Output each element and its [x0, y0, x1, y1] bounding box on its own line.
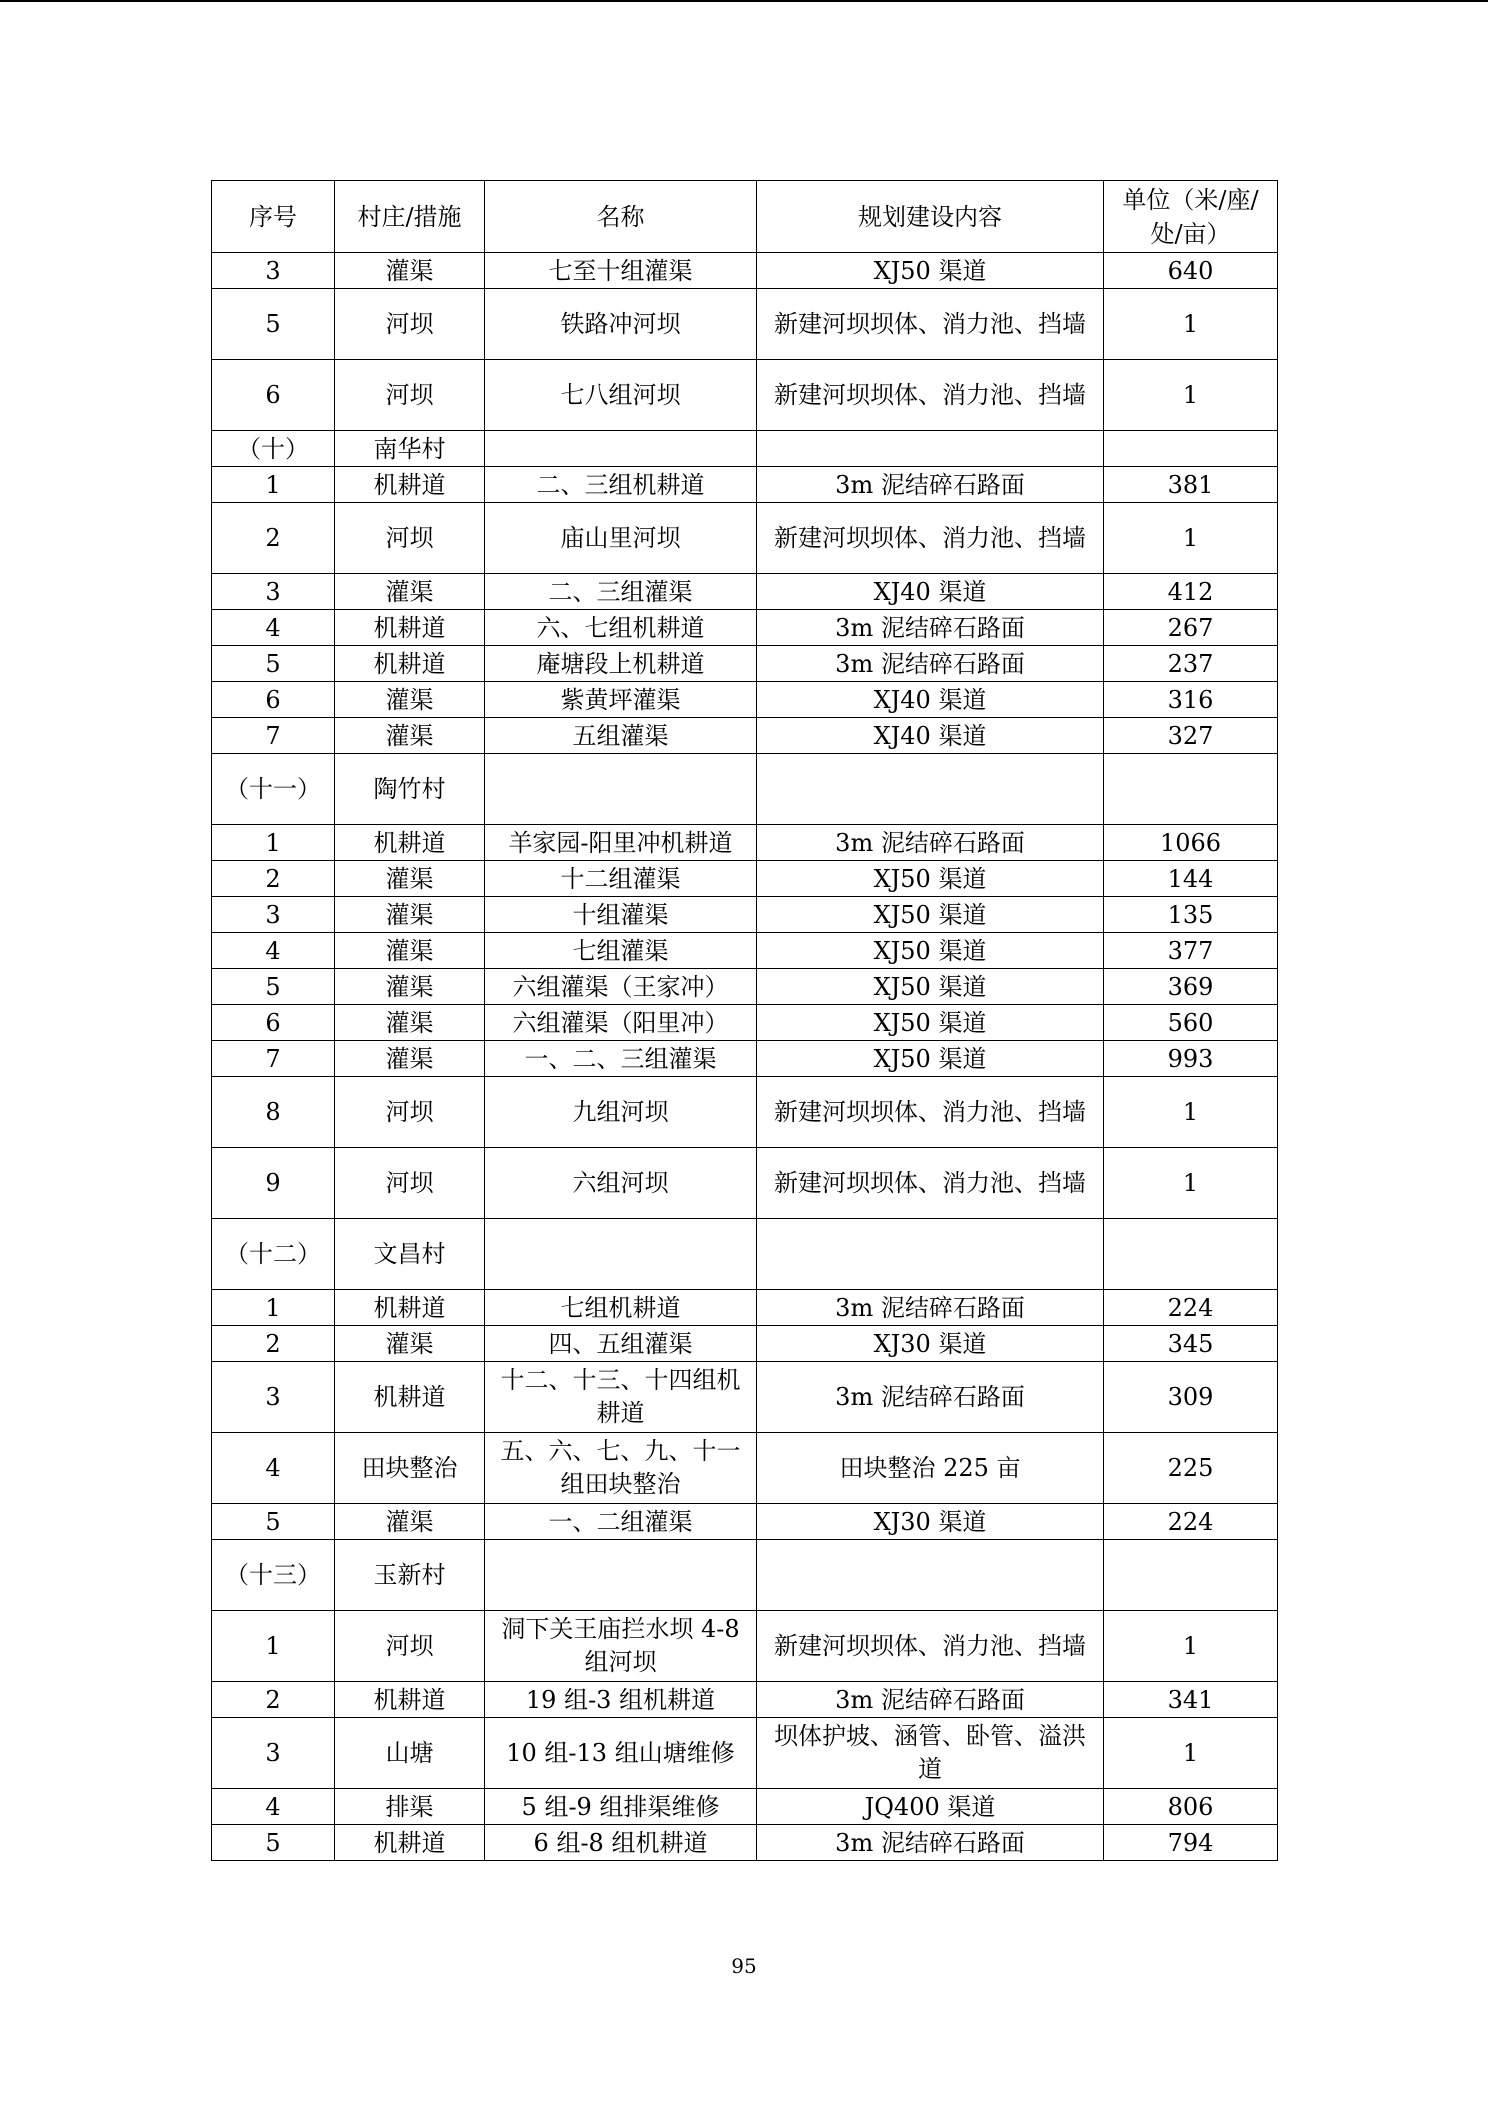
- cell-index: 4: [212, 933, 335, 969]
- cell-village: 机耕道: [335, 1825, 485, 1861]
- cell-content: 新建河坝坝体、消力池、挡墙: [757, 503, 1104, 574]
- cell-unit: 316: [1104, 682, 1278, 718]
- cell-index: 1: [212, 467, 335, 503]
- cell-content: XJ50 渠道: [757, 897, 1104, 933]
- cell-index: 5: [212, 289, 335, 360]
- cell-village: 河坝: [335, 289, 485, 360]
- cell-unit: 560: [1104, 1005, 1278, 1041]
- table-row: [212, 1718, 1278, 1789]
- table-row: [212, 503, 1278, 574]
- cell-unit: 309: [1104, 1362, 1278, 1433]
- cell-unit: 224: [1104, 1504, 1278, 1540]
- table-row: [212, 1077, 1278, 1148]
- planning-table: [211, 180, 1278, 1861]
- cell-name: 五、六、七、九、十一组田块整治: [485, 1433, 757, 1504]
- cell-name: 九组河坝: [485, 1077, 757, 1148]
- cell-index: 5: [212, 969, 335, 1005]
- cell-village: 灌渠: [335, 1005, 485, 1041]
- cell-unit: 1066: [1104, 825, 1278, 861]
- cell-unit: 144: [1104, 861, 1278, 897]
- cell-unit: 267: [1104, 610, 1278, 646]
- table-row: [212, 1540, 1278, 1611]
- cell-index: 2: [212, 503, 335, 574]
- cell-village: 机耕道: [335, 825, 485, 861]
- cell-unit: 1: [1104, 1718, 1278, 1789]
- cell-index: 3: [212, 897, 335, 933]
- cell-unit: 135: [1104, 897, 1278, 933]
- cell-village: 灌渠: [335, 861, 485, 897]
- cell-village: 玉新村: [335, 1540, 485, 1611]
- table-row: [212, 1041, 1278, 1077]
- cell-content: 3m 泥结碎石路面: [757, 610, 1104, 646]
- cell-name: 五组灌渠: [485, 718, 757, 754]
- header-index: 序号: [212, 181, 335, 253]
- table-row: [212, 610, 1278, 646]
- cell-index: 7: [212, 1041, 335, 1077]
- cell-unit: 369: [1104, 969, 1278, 1005]
- cell-name: 七组机耕道: [485, 1290, 757, 1326]
- cell-content: JQ400 渠道: [757, 1789, 1104, 1825]
- cell-name: 十二组灌渠: [485, 861, 757, 897]
- cell-name: [485, 754, 757, 825]
- cell-index: 5: [212, 1825, 335, 1861]
- cell-unit: 237: [1104, 646, 1278, 682]
- cell-village: 灌渠: [335, 1326, 485, 1362]
- cell-index: 3: [212, 574, 335, 610]
- table-row: [212, 360, 1278, 431]
- cell-index: 3: [212, 1362, 335, 1433]
- cell-name: 庵塘段上机耕道: [485, 646, 757, 682]
- table-row: [212, 718, 1278, 754]
- header-village: 村庄/措施: [335, 181, 485, 253]
- cell-village: 灌渠: [335, 897, 485, 933]
- header-unit: 单位（米/座/处/亩）: [1104, 181, 1278, 253]
- cell-content: XJ50 渠道: [757, 861, 1104, 897]
- cell-village: 河坝: [335, 503, 485, 574]
- cell-index: 1: [212, 1611, 335, 1682]
- table-row: [212, 1219, 1278, 1290]
- cell-index: 4: [212, 1789, 335, 1825]
- cell-content: XJ50 渠道: [757, 969, 1104, 1005]
- cell-village: 灌渠: [335, 933, 485, 969]
- cell-name: 紫黄坪灌渠: [485, 682, 757, 718]
- table-row: [212, 1789, 1278, 1825]
- cell-index: 9: [212, 1148, 335, 1219]
- cell-index: （十一）: [212, 754, 335, 825]
- cell-unit: 345: [1104, 1326, 1278, 1362]
- cell-village: 排渠: [335, 1789, 485, 1825]
- cell-index: 6: [212, 360, 335, 431]
- cell-name: 六组河坝: [485, 1148, 757, 1219]
- cell-unit: [1104, 1219, 1278, 1290]
- table-row: [212, 825, 1278, 861]
- table-row: [212, 467, 1278, 503]
- cell-content: XJ50 渠道: [757, 1041, 1104, 1077]
- table-row: [212, 969, 1278, 1005]
- cell-index: 5: [212, 646, 335, 682]
- cell-content: XJ40 渠道: [757, 718, 1104, 754]
- cell-village: 灌渠: [335, 574, 485, 610]
- cell-village: 河坝: [335, 1077, 485, 1148]
- cell-unit: 412: [1104, 574, 1278, 610]
- table-row: [212, 897, 1278, 933]
- table-row: [212, 1290, 1278, 1326]
- cell-unit: [1104, 1540, 1278, 1611]
- cell-unit: 1: [1104, 1148, 1278, 1219]
- cell-content: 3m 泥结碎石路面: [757, 1290, 1104, 1326]
- cell-name: 六组灌渠（王家冲）: [485, 969, 757, 1005]
- cell-index: 5: [212, 1504, 335, 1540]
- cell-index: 6: [212, 682, 335, 718]
- cell-content: 坝体护坡、涵管、卧管、溢洪道: [757, 1718, 1104, 1789]
- cell-unit: 1: [1104, 1077, 1278, 1148]
- cell-village: 河坝: [335, 1611, 485, 1682]
- cell-index: 3: [212, 253, 335, 289]
- cell-content: 3m 泥结碎石路面: [757, 1825, 1104, 1861]
- cell-village: 机耕道: [335, 646, 485, 682]
- cell-village: 机耕道: [335, 610, 485, 646]
- cell-name: 十组灌渠: [485, 897, 757, 933]
- cell-name: 铁路冲河坝: [485, 289, 757, 360]
- cell-name: 六、七组机耕道: [485, 610, 757, 646]
- cell-content: 3m 泥结碎石路面: [757, 825, 1104, 861]
- cell-content: 田块整治 225 亩: [757, 1433, 1104, 1504]
- cell-index: （十）: [212, 431, 335, 467]
- cell-village: 陶竹村: [335, 754, 485, 825]
- cell-content: XJ30 渠道: [757, 1504, 1104, 1540]
- cell-index: （十二）: [212, 1219, 335, 1290]
- cell-index: 2: [212, 1326, 335, 1362]
- cell-village: 山塘: [335, 1718, 485, 1789]
- table-row: [212, 1005, 1278, 1041]
- cell-content: [757, 1219, 1104, 1290]
- cell-content: 3m 泥结碎石路面: [757, 646, 1104, 682]
- cell-unit: 806: [1104, 1789, 1278, 1825]
- cell-index: 2: [212, 1682, 335, 1718]
- cell-content: XJ50 渠道: [757, 933, 1104, 969]
- cell-content: 3m 泥结碎石路面: [757, 1682, 1104, 1718]
- cell-content: 新建河坝坝体、消力池、挡墙: [757, 1148, 1104, 1219]
- cell-unit: 224: [1104, 1290, 1278, 1326]
- cell-name: [485, 431, 757, 467]
- cell-name: 洞下关王庙拦水坝 4-8 组河坝: [485, 1611, 757, 1682]
- cell-unit: 377: [1104, 933, 1278, 969]
- table-row: [212, 431, 1278, 467]
- cell-unit: [1104, 431, 1278, 467]
- cell-index: 4: [212, 610, 335, 646]
- cell-index: 4: [212, 1433, 335, 1504]
- cell-name: 一、二、三组灌渠: [485, 1041, 757, 1077]
- cell-village: 机耕道: [335, 1362, 485, 1433]
- table-row: [212, 754, 1278, 825]
- cell-unit: 225: [1104, 1433, 1278, 1504]
- cell-name: 羊家园-阳里冲机耕道: [485, 825, 757, 861]
- cell-name: 四、五组灌渠: [485, 1326, 757, 1362]
- cell-unit: 993: [1104, 1041, 1278, 1077]
- cell-name: [485, 1540, 757, 1611]
- cell-village: 田块整治: [335, 1433, 485, 1504]
- table-row: [212, 682, 1278, 718]
- top-border-line: [0, 0, 1488, 2]
- cell-index: （十三）: [212, 1540, 335, 1611]
- cell-name: 5 组-9 组排渠维修: [485, 1789, 757, 1825]
- table-row: [212, 253, 1278, 289]
- cell-name: 一、二组灌渠: [485, 1504, 757, 1540]
- table-row: [212, 1433, 1278, 1504]
- cell-village: 南华村: [335, 431, 485, 467]
- cell-index: 8: [212, 1077, 335, 1148]
- cell-content: 3m 泥结碎石路面: [757, 467, 1104, 503]
- cell-unit: 1: [1104, 1611, 1278, 1682]
- table-row: [212, 1504, 1278, 1540]
- cell-village: 灌渠: [335, 718, 485, 754]
- cell-unit: [1104, 754, 1278, 825]
- table-row: [212, 1148, 1278, 1219]
- header-content: 规划建设内容: [757, 181, 1104, 253]
- table-row: [212, 1362, 1278, 1433]
- table-row: [212, 574, 1278, 610]
- cell-name: 10 组-13 组山塘维修: [485, 1718, 757, 1789]
- cell-village: 灌渠: [335, 1504, 485, 1540]
- cell-village: 河坝: [335, 1148, 485, 1219]
- cell-village: 机耕道: [335, 467, 485, 503]
- cell-name: 七组灌渠: [485, 933, 757, 969]
- cell-unit: 327: [1104, 718, 1278, 754]
- cell-name: 七至十组灌渠: [485, 253, 757, 289]
- cell-village: 文昌村: [335, 1219, 485, 1290]
- cell-content: 新建河坝坝体、消力池、挡墙: [757, 360, 1104, 431]
- cell-name: 19 组-3 组机耕道: [485, 1682, 757, 1718]
- cell-village: 灌渠: [335, 1041, 485, 1077]
- table-header-row: [212, 181, 1278, 253]
- cell-index: 1: [212, 1290, 335, 1326]
- cell-content: XJ50 渠道: [757, 253, 1104, 289]
- cell-content: 新建河坝坝体、消力池、挡墙: [757, 289, 1104, 360]
- cell-name: 七八组河坝: [485, 360, 757, 431]
- cell-unit: 1: [1104, 503, 1278, 574]
- cell-index: 3: [212, 1718, 335, 1789]
- cell-unit: 794: [1104, 1825, 1278, 1861]
- cell-unit: 640: [1104, 253, 1278, 289]
- cell-content: 新建河坝坝体、消力池、挡墙: [757, 1077, 1104, 1148]
- table-row: [212, 646, 1278, 682]
- cell-village: 灌渠: [335, 969, 485, 1005]
- cell-village: 灌渠: [335, 253, 485, 289]
- cell-name: 二、三组灌渠: [485, 574, 757, 610]
- table-row: [212, 1611, 1278, 1682]
- cell-index: 6: [212, 1005, 335, 1041]
- table-row: [212, 1682, 1278, 1718]
- cell-name: [485, 1219, 757, 1290]
- table-row: [212, 1825, 1278, 1861]
- cell-content: XJ40 渠道: [757, 682, 1104, 718]
- cell-name: 二、三组机耕道: [485, 467, 757, 503]
- cell-name: 六组灌渠（阳里冲）: [485, 1005, 757, 1041]
- cell-name: 庙山里河坝: [485, 503, 757, 574]
- cell-name: 6 组-8 组机耕道: [485, 1825, 757, 1861]
- cell-content: XJ40 渠道: [757, 574, 1104, 610]
- cell-index: 7: [212, 718, 335, 754]
- cell-name: 十二、十三、十四组机耕道: [485, 1362, 757, 1433]
- table-row: [212, 861, 1278, 897]
- table-row: [212, 933, 1278, 969]
- table-body: [212, 253, 1278, 1861]
- cell-unit: 341: [1104, 1682, 1278, 1718]
- table-row: [212, 1326, 1278, 1362]
- page-number: 95: [731, 1954, 757, 1978]
- cell-village: 机耕道: [335, 1682, 485, 1718]
- cell-content: 3m 泥结碎石路面: [757, 1362, 1104, 1433]
- cell-village: 灌渠: [335, 682, 485, 718]
- cell-content: [757, 1540, 1104, 1611]
- cell-village: 机耕道: [335, 1290, 485, 1326]
- cell-unit: 1: [1104, 289, 1278, 360]
- cell-content: [757, 431, 1104, 467]
- cell-content: XJ30 渠道: [757, 1326, 1104, 1362]
- cell-unit: 1: [1104, 360, 1278, 431]
- cell-content: [757, 754, 1104, 825]
- cell-index: 2: [212, 861, 335, 897]
- cell-index: 1: [212, 825, 335, 861]
- table-row: [212, 289, 1278, 360]
- cell-content: 新建河坝坝体、消力池、挡墙: [757, 1611, 1104, 1682]
- cell-unit: 381: [1104, 467, 1278, 503]
- cell-content: XJ50 渠道: [757, 1005, 1104, 1041]
- cell-village: 河坝: [335, 360, 485, 431]
- header-name: 名称: [485, 181, 757, 253]
